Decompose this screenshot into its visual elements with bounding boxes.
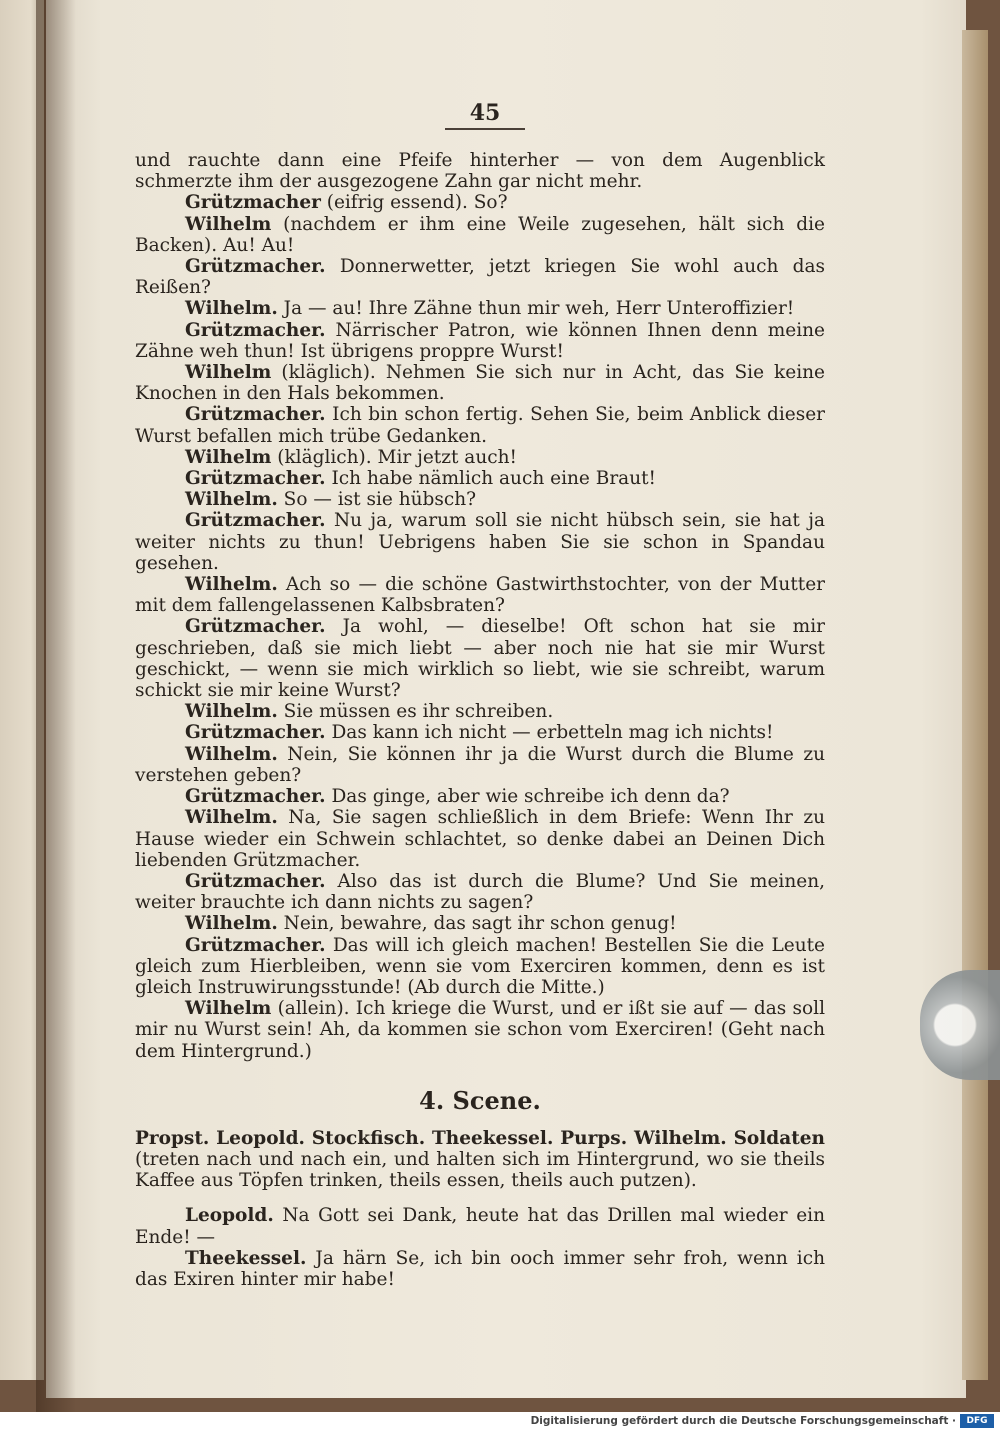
paragraph-text: Na, Sie sagen schließlich in dem Briefe: Wenn Ihr zu Hause wieder ein Schwein schlachtet, so denke dabei an Deinen Dich liebenden Grützmacher. (135, 807, 825, 871)
speaker-name: Grützmacher. (185, 468, 326, 490)
paragraph-text: (eifrig essend). So? (320, 192, 508, 214)
speaker-name: Wilhelm (185, 213, 272, 235)
page-number-rule (445, 128, 525, 130)
dialogue-paragraph (135, 1248, 825, 1290)
paragraph-text: Sie müssen es ihr schreiben. (277, 701, 554, 723)
paragraph-text: (allein). Ich kriege die Wurst, und er ißt sie auf — das soll mir nu Wurst sein! Ah, da kommen sie schon vom Exerciren! (Geht nach dem Hintergrund.) (135, 998, 825, 1062)
dialogue-paragraph (135, 150, 825, 192)
scene-dialogue-section (135, 1205, 825, 1290)
page-number: 45 (469, 100, 501, 126)
dialogue-paragraph (135, 935, 825, 999)
paragraph-text: Ja wohl, — dieselbe! Oft schon hat sie mir geschrieben, daß sie mich liebt — aber noch nie hat sie mir Wurst geschickt, — wenn sie mich wirklich so liebt, wie sie schreibt, warum schickt sie mir keine Wurst? (135, 616, 825, 702)
dialogue-paragraph (135, 616, 825, 701)
dialogue-paragraph (135, 807, 825, 871)
cast-direction: (treten nach und nach ein, und halten sich im Hintergrund, wo sie theils Kaffee aus Töpfen trinken, theils essen, theils auch putzen). (135, 1148, 825, 1192)
paragraph-text: Nu ja, warum soll sie nicht hübsch sein, sie hat ja weiter nichts zu thun! Uebrigens haben Sie sie schon in Spandau gesehen. (135, 510, 825, 574)
dialogue-paragraph (135, 447, 825, 468)
paragraph-text: Das ginge, aber wie schreibe ich denn da? (325, 786, 730, 808)
speaker-name: Theekessel. (185, 1247, 307, 1269)
speaker-name: Wilhelm (185, 446, 272, 468)
speaker-name: Wilhelm. (185, 807, 278, 829)
paragraph-text: Ja härn Se, ich bin ooch immer sehr froh, wenn ich das Exiren hinter mir habe! (135, 1247, 825, 1290)
speaker-name: Wilhelm (185, 998, 272, 1020)
dialogue-paragraph (135, 574, 825, 616)
paragraph-text: Na Gott sei Dank, heute hat das Drillen mal wieder ein Ende! — (135, 1205, 825, 1248)
dialogue-paragraph (135, 214, 825, 256)
paragraph-text: Das will ich gleich machen! Bestellen Sie die Leute gleich zum Hierbleiben, wenn sie vom Exerciren kommen, denn es ist gleich Instruwirungsstunde! (Ab durch die Mitte.) (135, 934, 825, 998)
cast-list (135, 1128, 825, 1192)
dialogue-paragraph (135, 362, 825, 404)
paragraph-text: (kläglich). Nehmen Sie sich nur in Acht, das Sie keine Knochen in den Hals bekommen. (135, 362, 825, 405)
paragraph-text: Nein, Sie können ihr ja die Wurst durch die Blume zu verstehen geben? (135, 743, 825, 786)
dialogue-paragraph (135, 510, 825, 574)
paragraph-text: Ach so — die schöne Gastwirthstochter, von der Mutter mit dem fallengelassenen Kalbsbraten? (135, 574, 825, 617)
dialogue-paragraph (135, 1205, 825, 1247)
dialogue-paragraph (135, 701, 825, 722)
dialogue-paragraph (135, 722, 825, 743)
page-text (135, 150, 825, 1290)
speaker-name: Wilhelm (185, 362, 272, 384)
dialogue-paragraph (135, 468, 825, 489)
dialogue-paragraph (135, 786, 825, 807)
dialogue-paragraph (135, 256, 825, 298)
speaker-name: Wilhelm. (185, 701, 278, 723)
paragraph-text: Nein, bewahre, das sagt ihr schon genug! (277, 913, 677, 935)
dialogue-paragraph (135, 744, 825, 786)
speaker-name: Grützmacher. (185, 510, 326, 532)
dialogue-paragraph (135, 298, 825, 319)
speaker-name: Wilhelm. (185, 489, 278, 511)
dfg-logo-icon: DFG (960, 1414, 994, 1428)
scene-title: 4. Scene. (419, 1085, 541, 1115)
dialogue-paragraph (135, 913, 825, 934)
dialogue-paragraph (135, 320, 825, 362)
paragraph-text: Ich bin schon fertig. Sehen Sie, beim Anblick dieser Wurst befallen mich trübe Gedanken. (135, 404, 825, 447)
speaker-name: Grützmacher. (185, 934, 326, 956)
speaker-name: Wilhelm. (185, 743, 278, 765)
speaker-name: Grützmacher. (185, 616, 326, 638)
speaker-name: Grützmacher. (185, 404, 326, 426)
paragraph-text: Donnerwetter, jetzt kriegen Sie wohl auch das Reißen? (135, 256, 825, 299)
dialogue-section (135, 150, 825, 1062)
paragraph-text: Ich habe nämlich auch eine Braut! (325, 468, 656, 490)
paragraph-text: Närrischer Patron, wie können Ihnen denn meine Zähne weh thun! Ist übrigens proppre Wurst! (135, 319, 825, 362)
speaker-name: Wilhelm. (185, 574, 278, 596)
paragraph-text: (kläglich). Mir jetzt auch! (271, 446, 517, 468)
paragraph-text: Also das ist durch die Blume? Und Sie meinen, weiter brauchte ich dann nichts zu sagen? (135, 870, 825, 914)
speaker-name: Grützmacher. (185, 256, 326, 278)
paragraph-text: (nachdem er ihm eine Weile zugesehen, hält sich die Backen). Au! Au! (135, 213, 825, 256)
book-gutter-shadow (36, 0, 76, 1412)
speaker-name: Wilhelm. (185, 298, 278, 320)
paragraph-text: und rauchte dann eine Pfeife hinterher — von dem Augenblick schmerzte ihm der ausgezogene Zahn gar nicht mehr. (135, 150, 825, 193)
speaker-name: Grützmacher. (185, 786, 326, 808)
paragraph-text: So — ist sie hübsch? (277, 489, 477, 511)
speaker-name: Grützmacher (185, 192, 321, 214)
speaker-name: Grützmacher. (185, 722, 326, 744)
spacer (135, 1191, 825, 1205)
paragraph-text: Das kann ich nicht — erbetteln mag ich nichts! (325, 722, 774, 744)
speaker-name: Wilhelm. (185, 913, 278, 935)
paragraph-text: Ja — au! Ihre Zähne thun mir weh, Herr Unteroffizier! (277, 298, 795, 320)
speaker-name: Leopold. (185, 1205, 274, 1227)
page-stack-edge (962, 30, 988, 1380)
dialogue-paragraph (135, 404, 825, 446)
page-clip (920, 970, 1000, 1080)
dialogue-paragraph (135, 489, 825, 510)
speaker-name: Grützmacher. (185, 870, 326, 892)
digitization-footer (0, 1412, 1000, 1432)
dialogue-paragraph (135, 998, 825, 1062)
funding-credit: Digitalisierung gefördert durch die Deutsche Forschungsgemeinschaft · (530, 1415, 956, 1427)
dialogue-paragraph (135, 871, 825, 913)
dialogue-paragraph (135, 192, 825, 213)
cast-names: Propst. Leopold. Stockfisch. Theekessel. Purps. Wilhelm. Soldaten (135, 1127, 825, 1149)
speaker-name: Grützmacher. (185, 319, 326, 341)
